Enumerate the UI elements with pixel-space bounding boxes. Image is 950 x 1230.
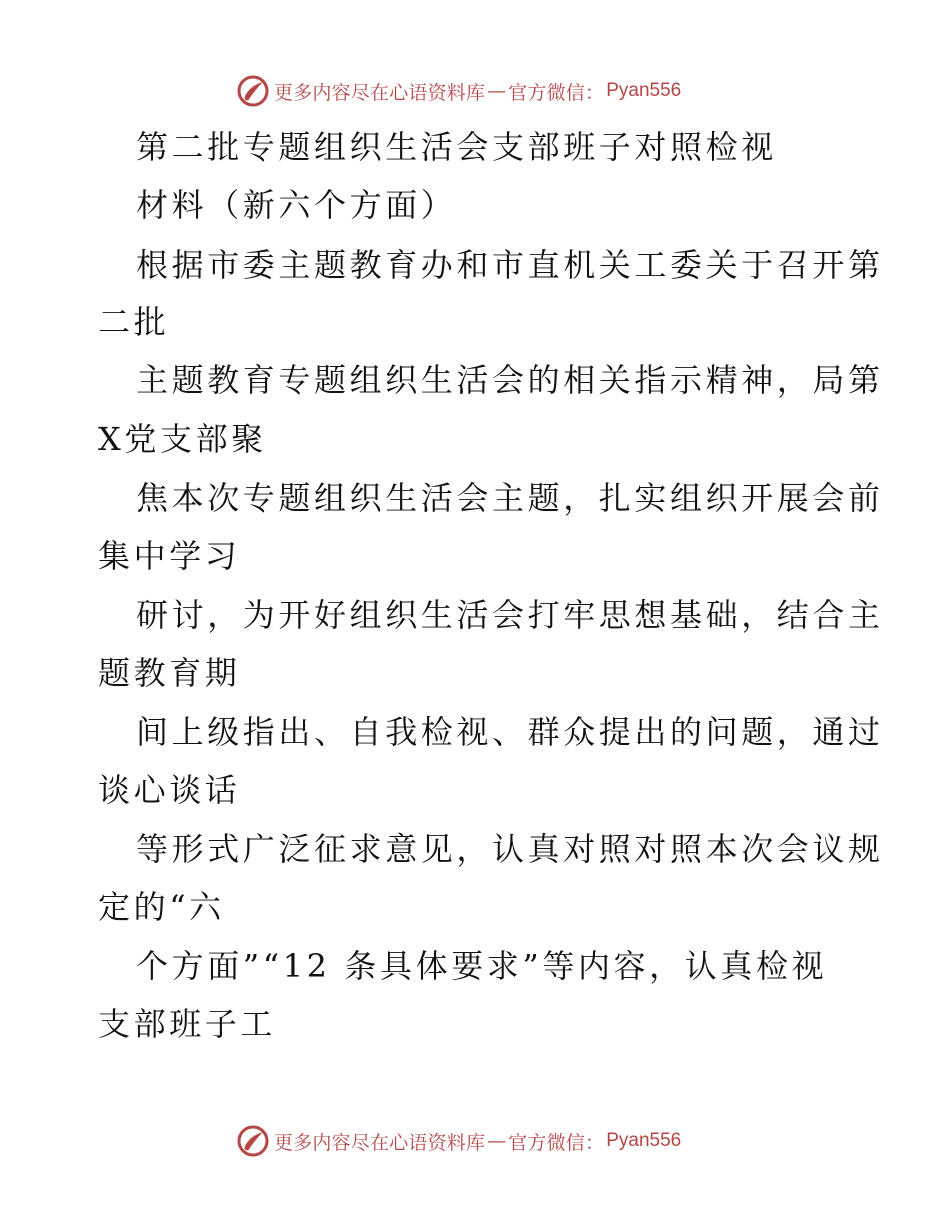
watermark-official: 官方微信： [508,81,605,104]
title-line-1: 第二批专题组织生活会支部班子对照检视 [136,128,777,166]
text-line: 主题教育专题组织生活会的相关指示精神，局第 [136,361,884,399]
watermark-id: Pyan556 [606,1130,682,1151]
text-line: 焦本次专题组织生活会主题，扎实组织开展会前 [136,479,884,517]
title-line-2: 材料（新六个方面） [136,186,457,224]
watermark-text: 更多内容尽在心语资料库 [274,1131,486,1154]
watermark-separator: — [487,80,507,102]
text-line: 题教育期 [98,654,241,692]
footer-watermark [236,1123,681,1159]
watermark-text: 更多内容尽在心语资料库 [274,81,486,104]
text-line: 根据市委主题教育办和市直机关工委关于召开第 [136,246,884,284]
text-line: 定的“六 [98,888,225,926]
text-line: 谈心谈话 [98,771,241,809]
brush-seal-logo-icon [236,1124,270,1158]
watermark-official: 官方微信： [508,1131,605,1154]
text-line: X党支部聚 [98,420,267,458]
watermark-separator: — [487,1130,507,1152]
text-line: 研讨，为开好组织生活会打牢思想基础，结合主 [136,596,884,634]
text-line: 二批 [98,303,170,341]
text-line: 等形式广泛征求意见，认真对照对照本次会议规 [136,830,884,868]
text-line: 个方面”“12 条具体要求”等内容，认真检视 [136,947,828,985]
watermark-id: Pyan556 [606,80,682,101]
text-line: 集中学习 [98,537,241,575]
text-line: 支部班子工 [98,1005,277,1043]
text-line: 间上级指出、自我检视、群众提出的问题，通过 [136,713,884,751]
